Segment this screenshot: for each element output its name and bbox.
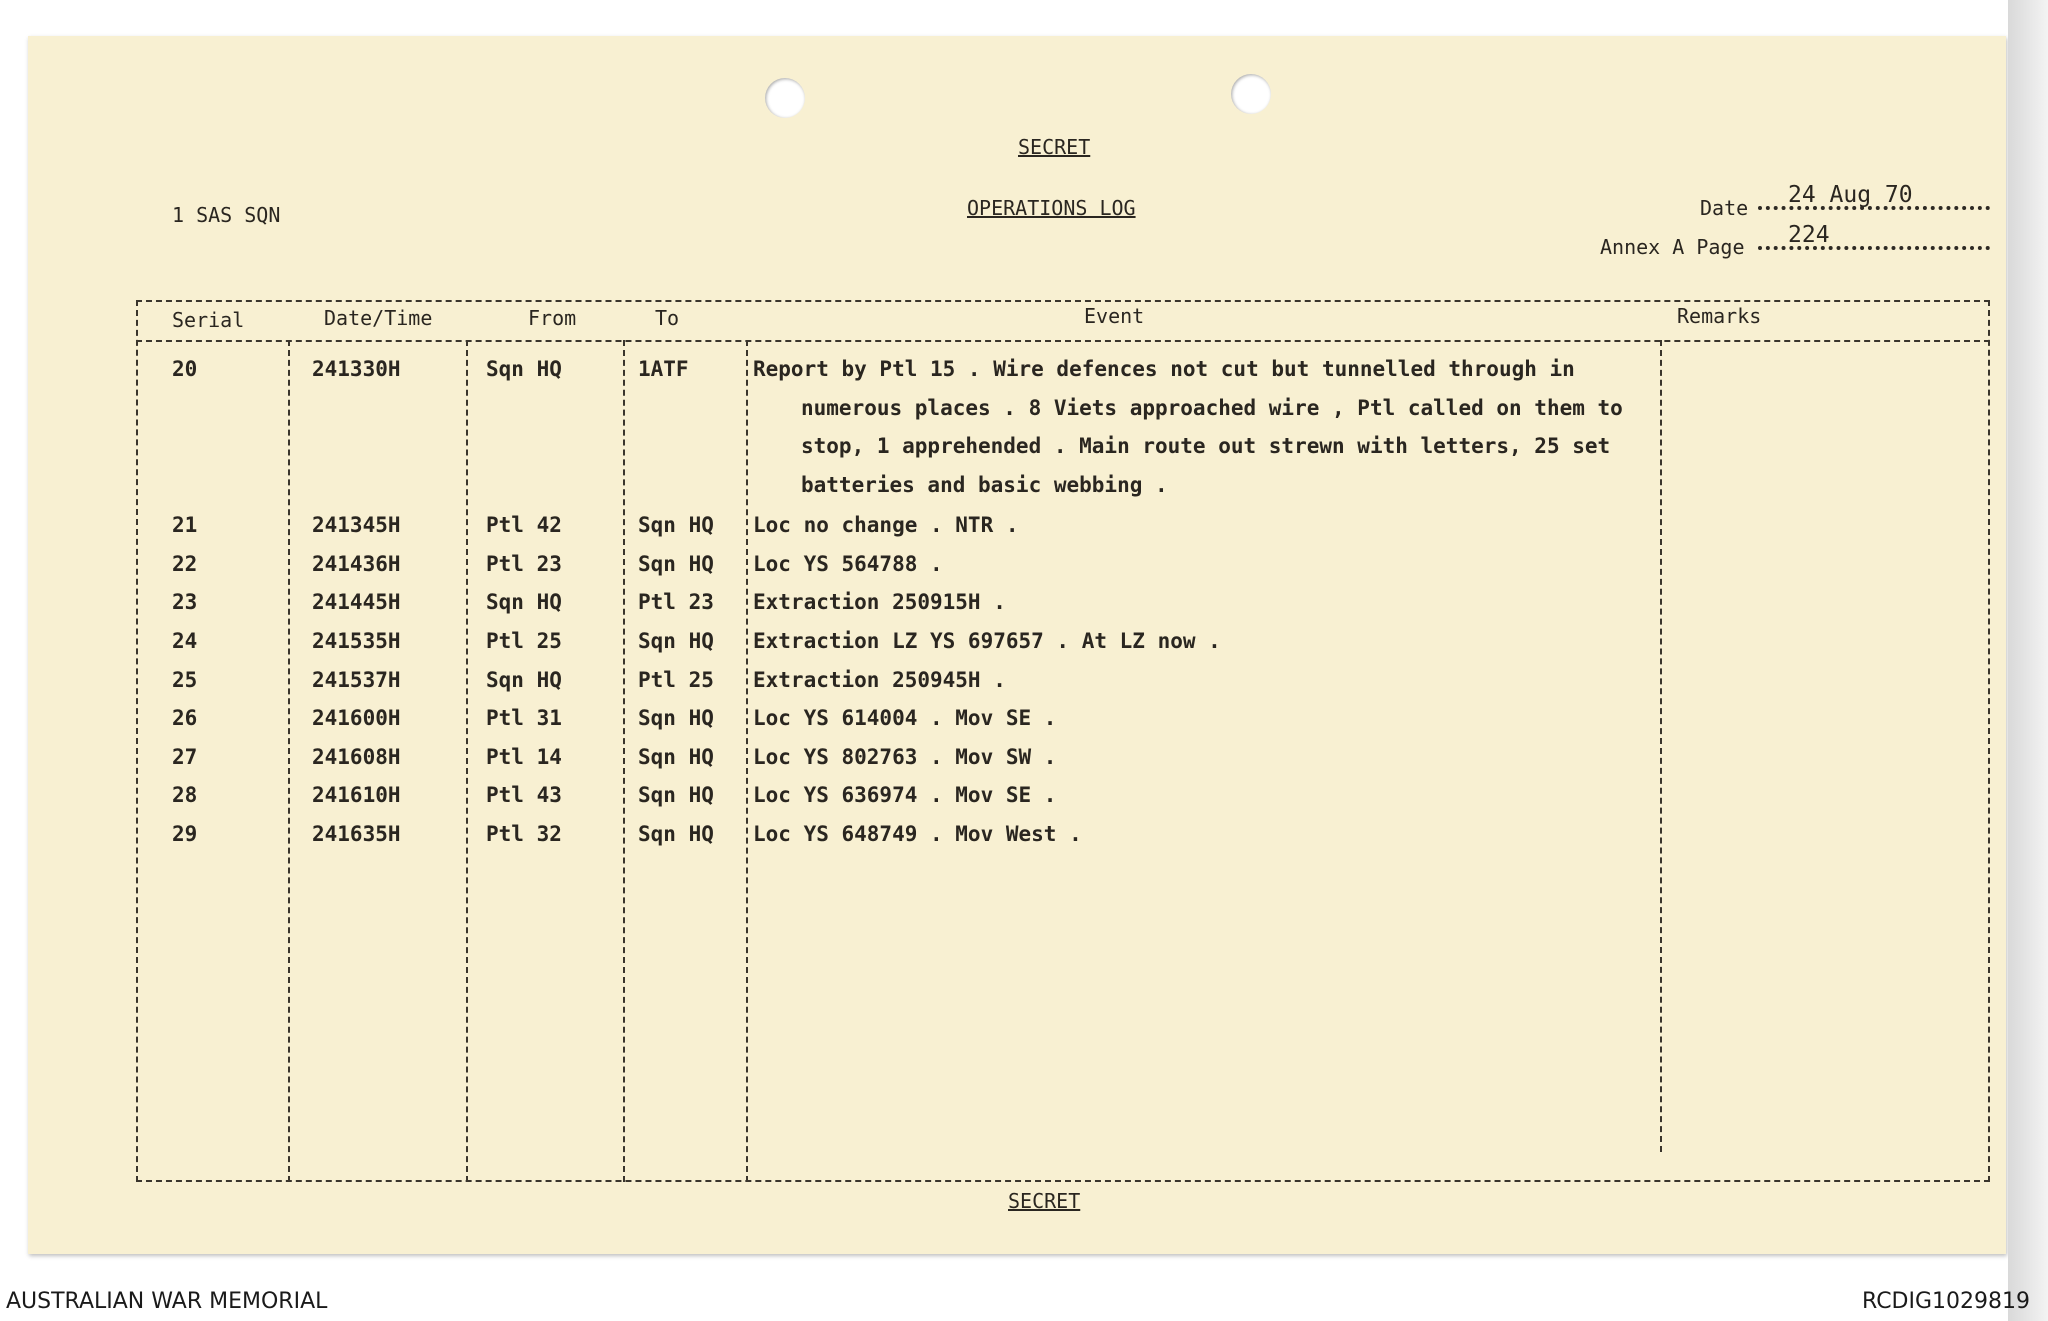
header-serial: Serial — [172, 308, 245, 332]
cell-datetime: 241537H — [312, 668, 401, 692]
header-remarks: Remarks — [1677, 304, 1762, 328]
cell-datetime: 241600H — [312, 706, 401, 730]
cell-to: Sqn HQ — [638, 745, 714, 769]
header-event: Event — [1084, 304, 1145, 328]
cell-event: Extraction 250945H . — [753, 668, 1006, 692]
table-row — [136, 552, 1990, 590]
cell-to: Sqn HQ — [638, 629, 714, 653]
classification-top: SECRET — [1018, 135, 1091, 159]
annex-page-value: 224 — [1788, 222, 1830, 248]
table-row — [136, 745, 1990, 783]
header-to: To — [655, 306, 680, 330]
page-title: OPERATIONS LOG — [967, 196, 1136, 220]
header-divider — [136, 340, 1990, 342]
cell-serial: 28 — [172, 783, 198, 807]
header-from: From — [528, 306, 577, 330]
cell-event: Loc no change . NTR . — [753, 513, 1019, 537]
cell-event: Loc YS 648749 . Mov West . — [753, 822, 1082, 846]
cell-from: Ptl 25 — [486, 629, 562, 653]
cell-from: Ptl 23 — [486, 552, 562, 576]
table-row — [136, 706, 1990, 744]
cell-to: Sqn HQ — [638, 552, 714, 576]
table-row — [136, 357, 1990, 497]
cell-from: Ptl 32 — [486, 822, 562, 846]
cell-from: Sqn HQ — [486, 357, 562, 381]
cell-serial: 20 — [172, 357, 198, 381]
cell-datetime: 241535H — [312, 629, 401, 653]
cell-from: Sqn HQ — [486, 668, 562, 692]
cell-event: Loc YS 564788 . — [753, 552, 943, 576]
cell-datetime: 241608H — [312, 745, 401, 769]
unit-name: 1 SAS SQN — [172, 203, 281, 227]
punch-hole — [765, 78, 805, 118]
cell-serial: 25 — [172, 668, 198, 692]
cell-from: Sqn HQ — [486, 590, 562, 614]
cell-to: Sqn HQ — [638, 783, 714, 807]
cell-event: Extraction 250915H . — [753, 590, 1006, 614]
cell-event: stop, 1 apprehended . Main route out strewn with letters, 25 set — [801, 434, 1611, 458]
cell-from: Ptl 14 — [486, 745, 562, 769]
scan-edge — [2008, 0, 2048, 1321]
archive-id: RCDIG1029819 — [1862, 1289, 2031, 1314]
cell-event: Report by Ptl 15 . Wire defences not cut but tunnelled through in — [753, 357, 1575, 381]
cell-serial: 26 — [172, 706, 198, 730]
cell-datetime: 241445H — [312, 590, 401, 614]
cell-to: Sqn HQ — [638, 822, 714, 846]
table-row — [136, 822, 1990, 860]
annex-page-label: Annex A Page — [1600, 235, 1745, 259]
table-bottom-border — [136, 1180, 1990, 1182]
cell-to: 1ATF — [638, 357, 689, 381]
cell-from: Ptl 43 — [486, 783, 562, 807]
archive-credit: AUSTRALIAN WAR MEMORIAL — [6, 1289, 328, 1314]
operations-log-table — [136, 300, 1990, 1182]
cell-serial: 23 — [172, 590, 198, 614]
cell-serial: 24 — [172, 629, 198, 653]
table-row — [136, 668, 1990, 706]
punch-hole — [1231, 74, 1271, 114]
cell-event: Extraction LZ YS 697657 . At LZ now . — [753, 629, 1221, 653]
cell-serial: 21 — [172, 513, 198, 537]
cell-serial: 29 — [172, 822, 198, 846]
cell-event: Loc YS 802763 . Mov SW . — [753, 745, 1057, 769]
date-label: Date — [1700, 196, 1749, 220]
table-row — [136, 590, 1990, 628]
cell-to: Ptl 25 — [638, 668, 714, 692]
date-dotted-line — [1758, 206, 1990, 210]
page-dotted-line — [1758, 246, 1990, 250]
cell-from: Ptl 31 — [486, 706, 562, 730]
cell-event: batteries and basic webbing . — [801, 473, 1168, 497]
cell-to: Sqn HQ — [638, 513, 714, 537]
cell-to: Sqn HQ — [638, 706, 714, 730]
date-value: 24 Aug 70 — [1788, 182, 1913, 208]
table-row — [136, 513, 1990, 551]
cell-serial: 27 — [172, 745, 198, 769]
cell-datetime: 241635H — [312, 822, 401, 846]
cell-datetime: 241436H — [312, 552, 401, 576]
header-datetime: Date/Time — [324, 306, 433, 330]
table-row — [136, 629, 1990, 667]
table-row — [136, 783, 1990, 821]
cell-event: Loc YS 636974 . Mov SE . — [753, 783, 1057, 807]
table-top-border — [136, 300, 1990, 302]
cell-to: Ptl 23 — [638, 590, 714, 614]
cell-event: numerous places . 8 Viets approached wire , Ptl called on them to — [801, 396, 1623, 420]
cell-datetime: 241345H — [312, 513, 401, 537]
cell-from: Ptl 42 — [486, 513, 562, 537]
cell-datetime: 241610H — [312, 783, 401, 807]
classification-bottom: SECRET — [1008, 1189, 1081, 1213]
cell-event: Loc YS 614004 . Mov SE . — [753, 706, 1057, 730]
cell-datetime: 241330H — [312, 357, 401, 381]
cell-serial: 22 — [172, 552, 198, 576]
